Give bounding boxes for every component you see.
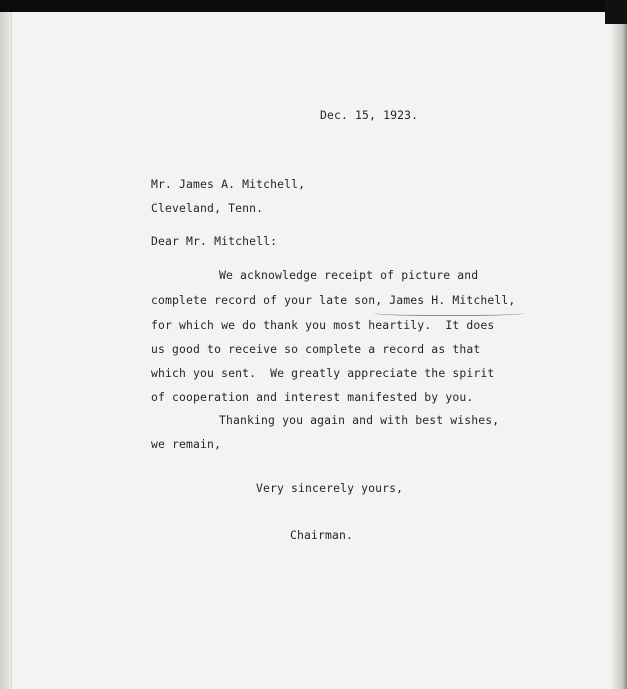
body-line-3: for which we do thank you most heartily. It does bbox=[151, 318, 495, 332]
body-line-1: We acknowledge receipt of picture and bbox=[219, 268, 479, 282]
body-line-6: of cooperation and interest manifested by you. bbox=[151, 390, 474, 404]
recipient-name: Mr. James A. Mitchell, bbox=[151, 177, 306, 191]
recipient-city: Cleveland, Tenn. bbox=[151, 201, 264, 215]
handwritten-underline bbox=[374, 309, 524, 316]
body-line-5: which you sent. We greatly appreciate the spirit bbox=[151, 366, 495, 380]
complimentary-close: Very sincerely yours, bbox=[256, 481, 404, 495]
letter-date: Dec. 15, 1923. bbox=[320, 108, 419, 122]
signature-title: Chairman. bbox=[290, 528, 354, 542]
salutation: Dear Mr. Mitchell: bbox=[151, 234, 278, 248]
body-line-2: complete record of your late son, James H. Mitchell, bbox=[151, 293, 516, 307]
body-line-4: us good to receive so complete a record as that bbox=[151, 342, 481, 356]
closing-line-2: we remain, bbox=[151, 437, 222, 451]
closing-line-1: Thanking you again and with best wishes, bbox=[219, 413, 500, 427]
